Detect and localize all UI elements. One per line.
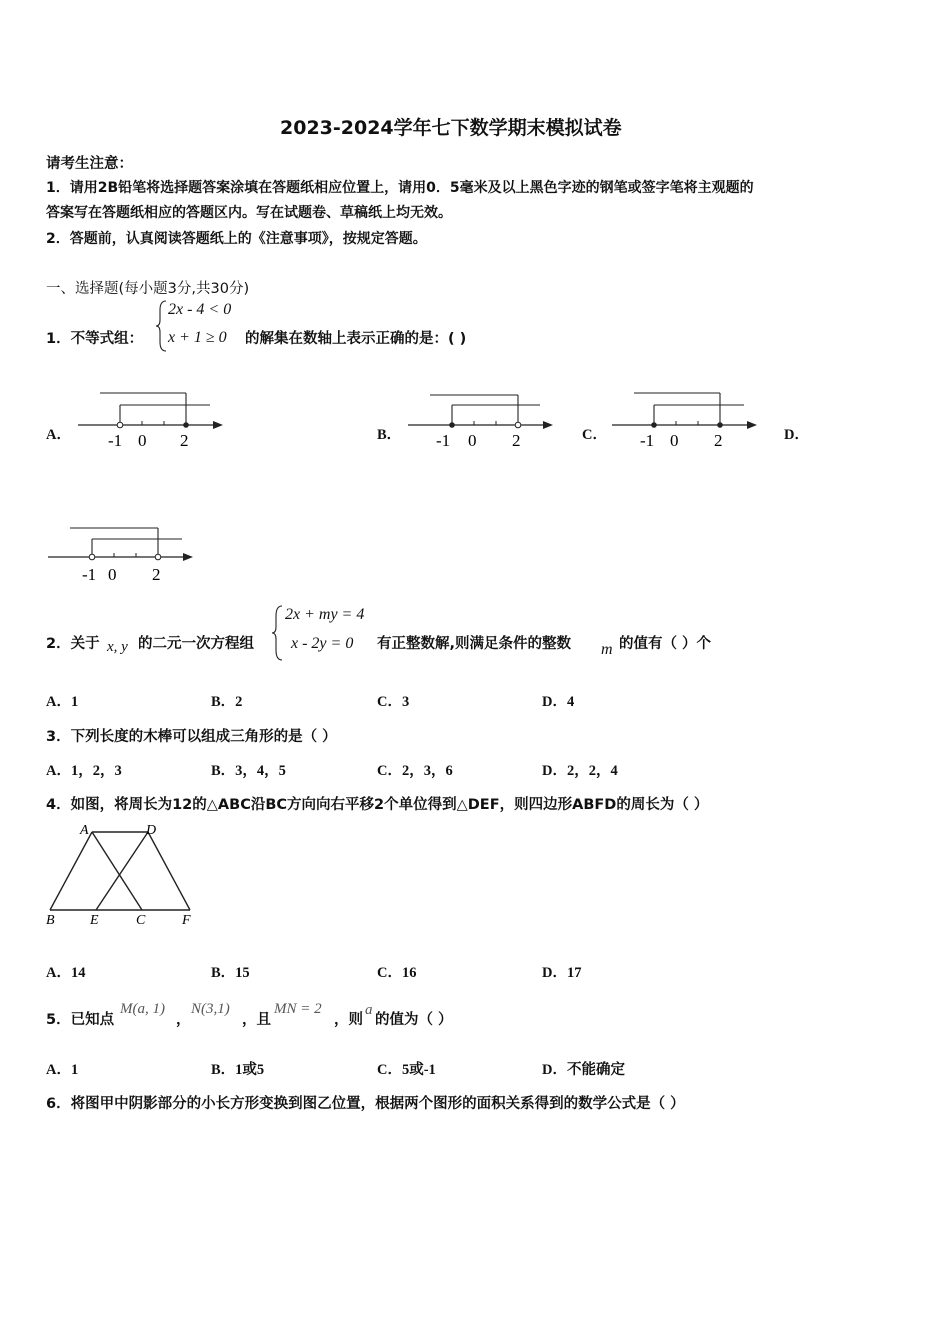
q2-end: 的值有（ ）个	[619, 636, 712, 652]
tick-label-2: 2	[512, 431, 521, 450]
q2-equation-2: x - 2y = 0	[291, 635, 354, 652]
q1-option-d-label: D．	[784, 427, 809, 443]
section-heading: 一、选择题(每小题3分,共30分)	[46, 281, 250, 297]
q5-var-a: a	[365, 1002, 373, 1018]
q1-equation-2: x + 1 ≥ 0	[168, 329, 227, 346]
q4-option-a: A．14	[46, 965, 86, 981]
q5-option-d: D．不能确定	[542, 1062, 625, 1078]
q2-prefix: 2．关于	[46, 636, 100, 652]
q6-text: 6．将图甲中阴影部分的小长方形变换到图乙位置，根据两个图形的面积关系得到的数学公式是（ ）	[46, 1096, 685, 1112]
q4-option-b: B．15	[211, 965, 250, 981]
tick-label-0: 0	[468, 431, 477, 450]
q5-option-b: B．1或5	[211, 1062, 265, 1078]
q3-text: 3．下列长度的木棒可以组成三角形的是（ ）	[46, 729, 337, 745]
q5-mn: MN = 2	[274, 1001, 322, 1017]
q4-option-c: C．16	[377, 965, 417, 981]
label-c: C	[136, 913, 146, 928]
q5-option-c: C．5或-1	[377, 1062, 436, 1078]
q5-prefix: 5．已知点	[46, 1012, 115, 1028]
q1-option-c-label: C．	[582, 427, 607, 443]
q3-option-d: D．2，2，4	[542, 763, 618, 779]
q5-point-n: N(3,1)	[191, 1001, 230, 1017]
label-e: E	[90, 913, 99, 928]
q1-suffix: 的解集在数轴上表示正确的是：( )	[245, 331, 467, 347]
q1-number-line-b	[408, 388, 558, 453]
q1-number-line-a	[78, 388, 228, 453]
q3-option-a: A．1，2，3	[46, 763, 122, 779]
tick-label-0: 0	[138, 431, 147, 450]
q1-prefix: 1．不等式组：	[46, 331, 144, 347]
q4-text: 4．如图，将周长为12的△ABC沿BC方向向右平移2个单位得到△DEF，则四边形ABFD的周长为（ ）	[46, 797, 709, 813]
q2-option-c: C．3	[377, 694, 410, 710]
tick-label-minus1: -1	[436, 431, 451, 450]
notice-line-3: 2．答题前，认真阅读答题纸上的《注意事项》，按规定答题。	[46, 231, 427, 247]
label-d: D	[146, 823, 157, 838]
tick-label-minus1: -1	[640, 431, 655, 450]
q1-equation-1: 2x - 4 < 0	[168, 301, 232, 318]
q2-var-m: m	[601, 641, 613, 658]
label-f: F	[182, 913, 191, 928]
q1-number-line-c	[612, 388, 762, 453]
q1-option-b-label: B．	[377, 427, 402, 443]
tick-label-2: 2	[714, 431, 723, 450]
label-b: B	[46, 913, 55, 928]
q4-option-d: D．17	[542, 965, 582, 981]
q1-option-a-label: A．	[46, 427, 71, 443]
q2-option-a: A．1	[46, 694, 79, 710]
q5-point-m: M(a, 1)	[120, 1001, 165, 1017]
notice-line-1: 1．请用2B铅笔将选择题答案涂填在答题纸相应位置上，请用0．5毫米及以上黑色字迹的钢笔或签字笔将主观题的	[46, 180, 754, 196]
q3-option-c: C．2，3，6	[377, 763, 453, 779]
q2-mid: 的二元一次方程组	[138, 636, 254, 652]
tick-label-0: 0	[108, 565, 117, 584]
q3-option-b: B．3，4，5	[211, 763, 286, 779]
tick-label-2: 2	[180, 431, 189, 450]
q2-option-b: B．2	[211, 694, 243, 710]
label-a: A	[80, 823, 89, 838]
tick-label-minus1: -1	[82, 565, 97, 584]
q1-number-line-d	[48, 522, 198, 587]
q5-option-a: A．1	[46, 1062, 79, 1078]
q5-then: ，则	[334, 1012, 363, 1028]
tick-label-0: 0	[670, 431, 679, 450]
q2-equation-1: 2x + my = 4	[285, 606, 365, 623]
q5-comma: ，	[176, 1012, 191, 1028]
tick-label-minus1: -1	[108, 431, 123, 450]
q2-vars: x, y	[107, 639, 128, 655]
q2-suffix: 有正整数解,则满足条件的整数	[377, 636, 572, 652]
notice-heading: 请考生注意：	[46, 156, 133, 172]
notice-line-2: 答案写在答题纸相应的答题区内。写在试题卷、草稿纸上均无效。	[46, 205, 452, 221]
q2-option-d: D．4	[542, 694, 575, 710]
q4-triangle-figure	[40, 820, 205, 930]
tick-label-2: 2	[152, 565, 161, 584]
q5-and: ，且	[242, 1012, 271, 1028]
page-title: 2023-2024学年七下数学期末模拟试卷	[280, 117, 622, 139]
q5-end: 的值为（ ）	[375, 1012, 453, 1028]
